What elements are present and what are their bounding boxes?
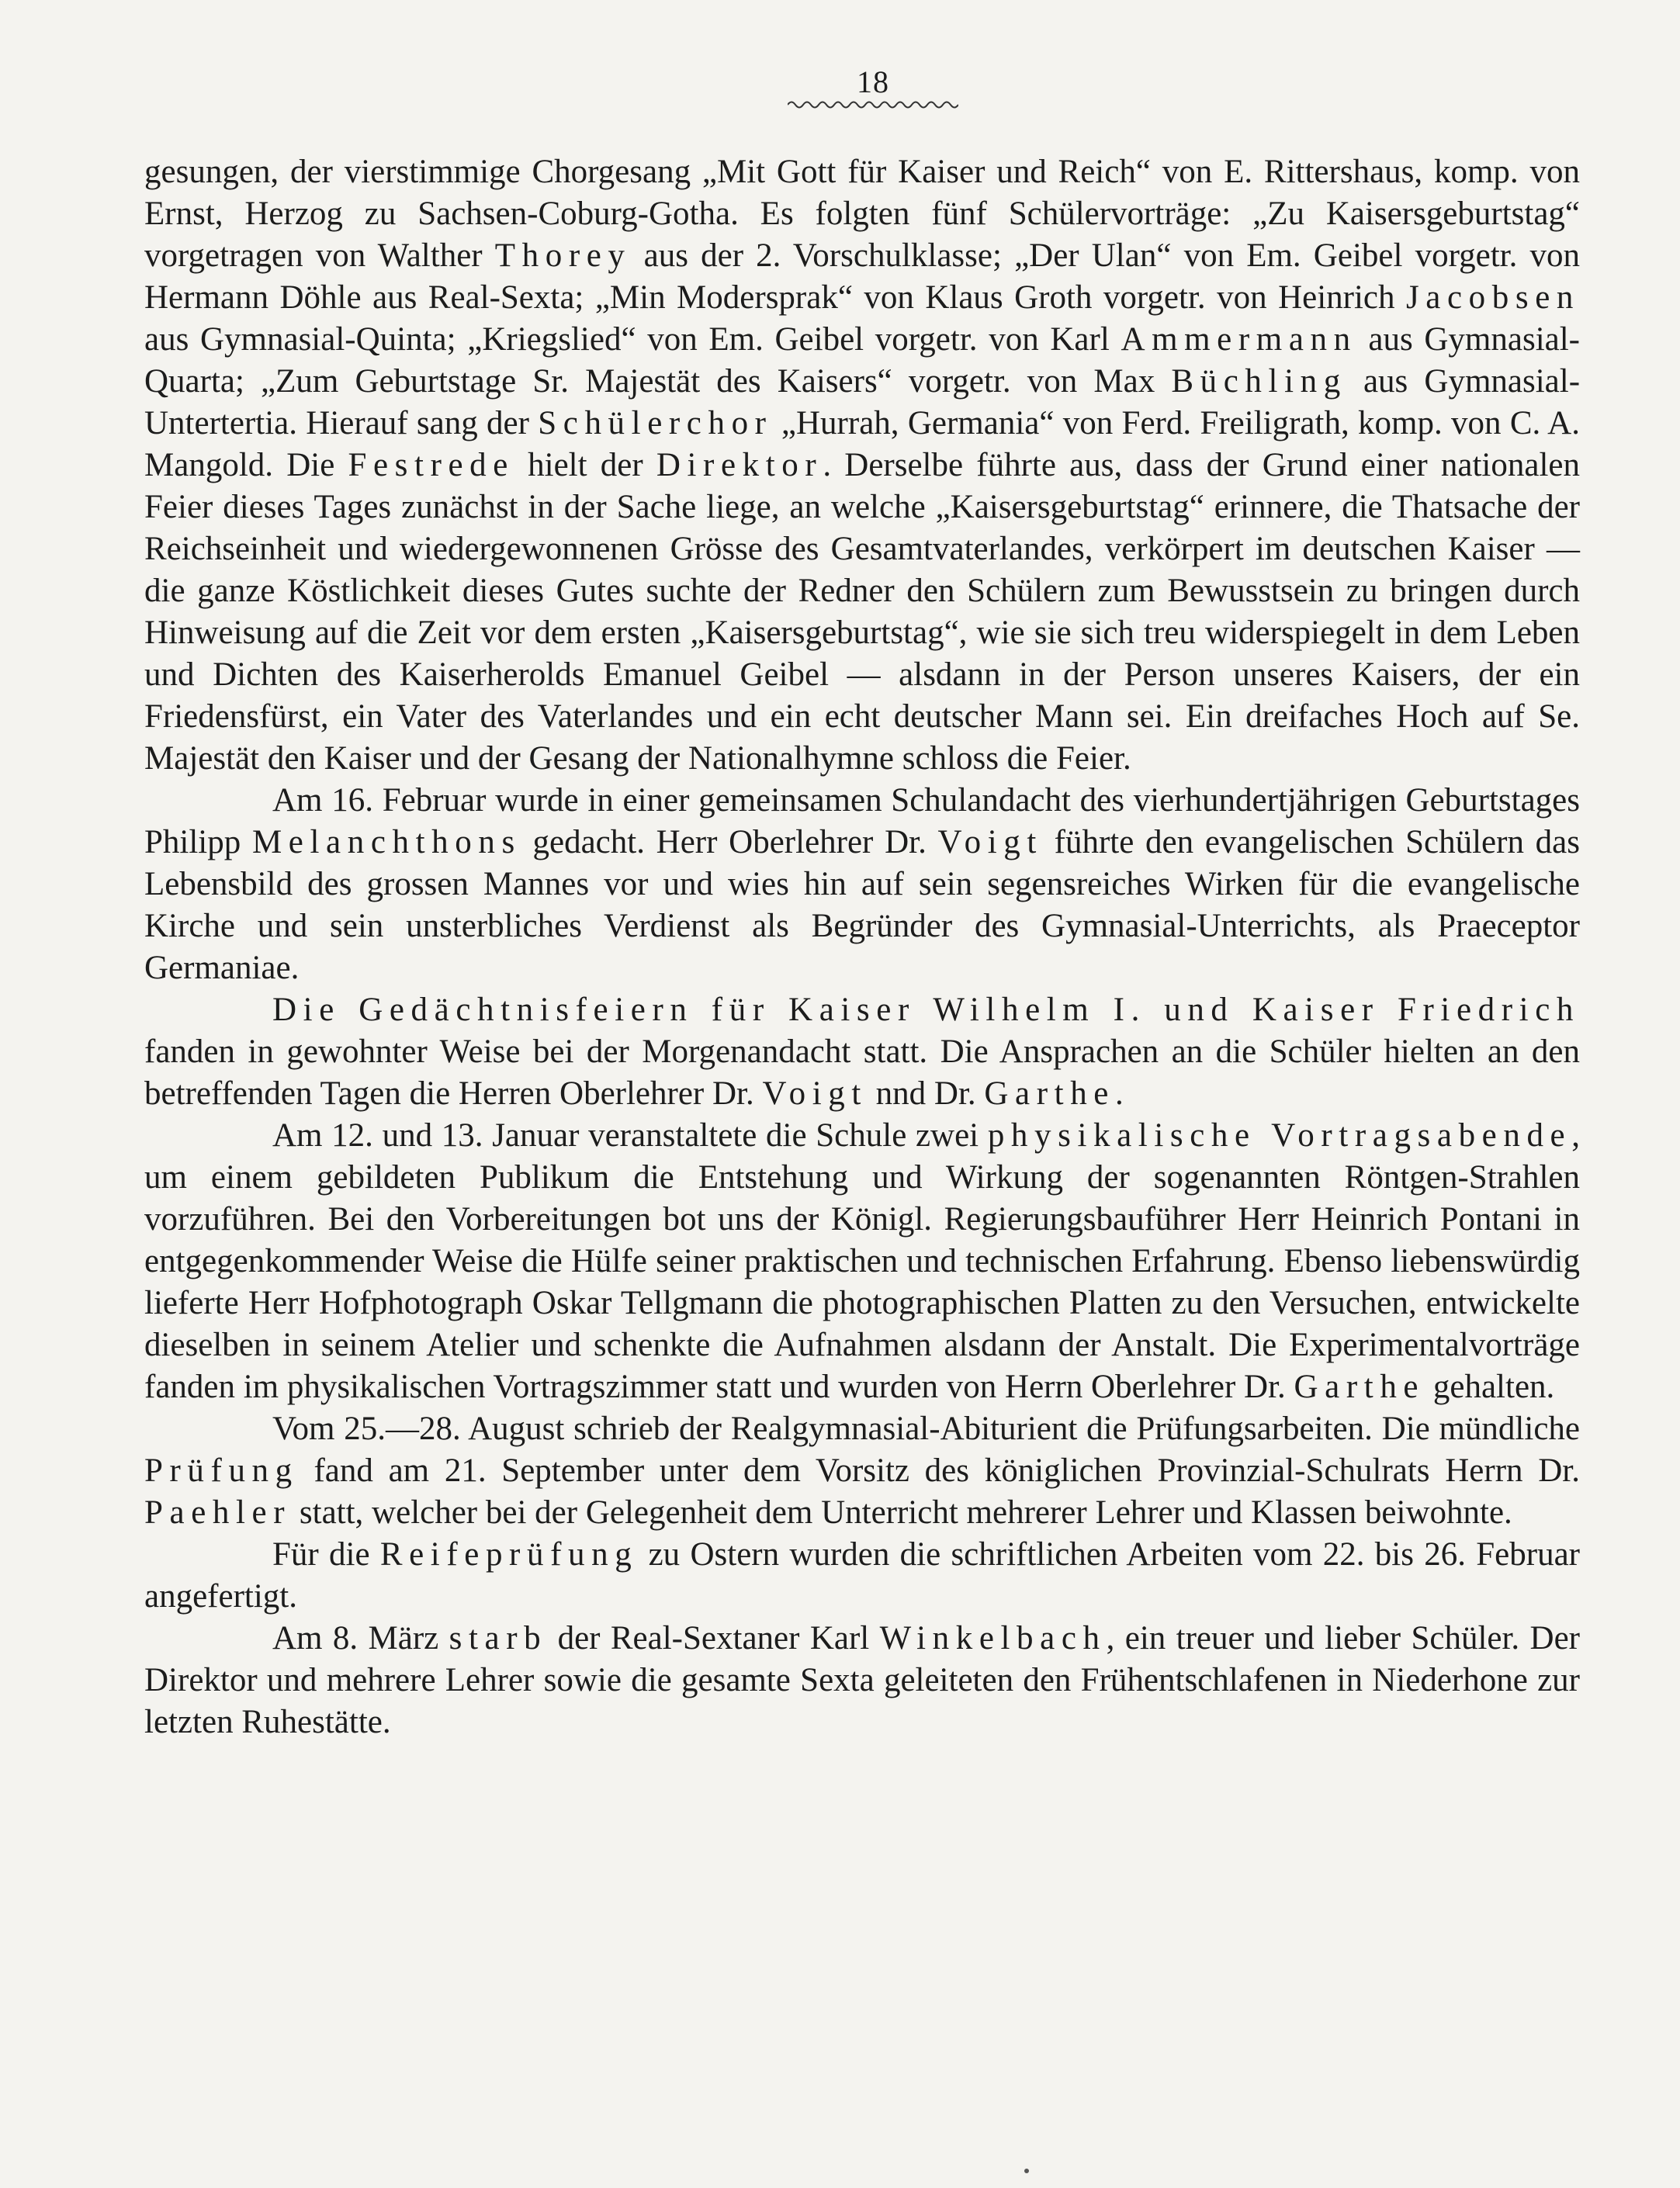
text-run: , ein treuer und lieber Schüler. Der Direktor und mehrere Lehrer sowie die gesamte Sexta geleiteten den Frühentschlafenen in Niederhone zur letzten Ruhestätte. [144,1620,1581,1740]
text-run: führte den evangelischen Schülern das Lebensbild des grossen Mannes vor und wies hin auf sein segensreiches Wirken für die evangelische Kirche und sein unsterbliches Verdienst als Begründer des Gymnasial-Unterrichts, als Praeceptor Germaniae. [144,824,1580,986]
text-run: Vom 25.—28. August schrieb der Realgymnasial-Abiturient die Prüfungsarbeiten. Die mündliche [272,1411,1580,1447]
text-run: aus Gymnasial-Quarta; „Zum Geburtstage Sr. Majestät des Kaisers“ vorgetr. von Max [144,321,1580,400]
text-run: statt, welcher bei der Gelegenheit dem Unterricht mehrerer Lehrer und Klassen beiwohnte. [291,1494,1512,1531]
text-run: fand am 21. September unter dem Vorsitz des königlichen Provinzial-Schulrats Herrn Dr. [298,1452,1580,1489]
paragraph [144,1408,1580,1534]
spaced-text: Schülerchor [538,405,773,441]
body-text [144,151,1580,1743]
spaced-text: Ammermann [1121,321,1357,358]
paragraph [144,1618,1580,1743]
spaced-text: Direktor [656,447,823,483]
spaced-text: Voigt [937,824,1043,860]
spaced-text: Winkelbach [879,1620,1107,1657]
text-run: aus Gymnasial-Untertertia. Hierauf sang der [144,363,1581,441]
paragraph [144,1534,1580,1618]
text-run: , um einem gebildeten Publikum die Entstehung und Wirkung der sogenannten Röntgen-Strahlen vorzuführen. Bei den Vorbereitungen bot uns der Königl. Regierungsbauführer Herr Heinrich Pontani in entgegenkommender Weise die Hülfe seiner praktischen und technischen Erfahrung. Ebenso liebenswürdig lieferte Herr Hofphotograph Oskar Tellgmann die photographischen Platten zu den Versuchen, entwickelte dieselben in seinem Atelier und schenkte die Aufnahmen alsdann der Anstalt. Die Experimentalvorträge fanden im physikalischen Vortragszimmer statt und wurden von Herrn Oberlehrer Dr. [144,1117,1580,1405]
text-run: gedacht. Herr Oberlehrer Dr. [521,824,938,860]
spaced-text: Jacobsen [1405,279,1580,316]
spaced-text: Garthe [1294,1369,1425,1405]
text-run: Am 12. und 13. Januar veranstaltete die Schule zwei [272,1117,988,1154]
text-run: hielt der [514,447,656,483]
paragraph [144,780,1580,989]
paragraph [144,151,1580,780]
spaced-text: Paehler [144,1494,292,1531]
page-number: 18 [857,64,889,99]
spaced-text: Büchling [1171,363,1347,400]
wavy-ornament-icon [788,99,958,110]
text-run: aus der 2. Vorschulklasse; „Der Ulan“ von Em. Geibel vorgetr. von Hermann Döhle aus Real-Sexta; „Min Modersprak“ von Klaus Groth vorgetr. von Heinrich [144,237,1580,316]
spaced-text: Reifeprüfung [379,1536,639,1573]
spaced-text: Garthe [984,1075,1115,1112]
text-run: zu Ostern wurden die schriftlichen Arbeiten vom 22. bis 26. Februar angefertigt. [144,1536,1580,1615]
text-run: Für die [272,1536,380,1573]
spaced-text: Festrede [348,447,514,483]
text-run: gehalten. [1425,1369,1555,1405]
text-run: Am 8. März [272,1620,449,1657]
text-run: . Derselbe führte aus, dass der Grund einer nationalen Feier dieses Tages zunächst in der Sache liege, an welche „Kaisersgeburtstag“ erinnere, die Thatsache der Reichseinheit und wiedergewonnenen Grösse des Gesamtvaterlandes, verkörpert im deutschen Kaiser — die ganze Köstlichkeit dieses Gutes suchte der Redner den Schülern zum Bewusstsein zu bringen durch Hinweisung auf die Zeit vor dem ersten „Kaisersgeburtstag“, wie sie sich treu widerspiegelt in dem Leben und Dichten des Kaiserherolds Emanuel Geibel — alsdann in der Person unseres Kaisers, der ein Friedensfürst, ein Vater des Vaterlandes und ein echt deutscher Mann sei. Ein dreifaches Hoch auf Se. Majestät den Kaiser und der Gesang der Nationalhymne schloss die Feier. [144,447,1580,777]
spaced-text: physikalische Vortragsabende [987,1117,1572,1154]
text-run: nnd Dr. [867,1075,985,1112]
print-speck [1024,2169,1029,2173]
spaced-text: Melanchthons [251,824,521,860]
text-run: gesungen, der vierstimmige Chorgesang „Mit Gott für Kaiser und Reich“ von E. Rittershaus, komp. von Ernst, Herzog zu Sachsen-Coburg-Gotha. Es folgten fünf Schülervorträge: „Zu Kaisersgeburtstag“ vorgetragen von Walther [144,154,1580,274]
spaced-text: Die Gedächtnisfeiern für Kaiser Wilhelm I. und Kaiser Friedrich [272,992,1580,1028]
text-run: fanden in gewohnter Weise bei der Morgenandacht statt. Die Ansprachen an die Schüler hielten an den betreffenden Tagen die Herren Oberlehrer Dr. [144,1033,1580,1112]
spaced-text: Thorey [494,237,632,274]
text-run: der Real-Sextaner Karl [547,1620,880,1657]
spaced-text: Voigt [762,1075,868,1112]
spaced-text: starb [449,1620,548,1657]
paragraph [144,1115,1580,1408]
text-run: „Hurrah, Germania“ von Ferd. Freiligrath, komp. von C. A. Mangold. Die [144,405,1580,483]
text-run: Am 16. Februar wurde in einer gemeinsamen Schulandacht des vierhundertjährigen Geburtstages Philipp [144,782,1580,860]
text-run: . [1115,1075,1124,1112]
paragraph [144,989,1580,1115]
text-run: aus Gymnasial-Quinta; „Kriegslied“ von Em. Geibel vorgetr. von Karl [144,321,1121,358]
spaced-text: Prüfung [144,1452,299,1489]
